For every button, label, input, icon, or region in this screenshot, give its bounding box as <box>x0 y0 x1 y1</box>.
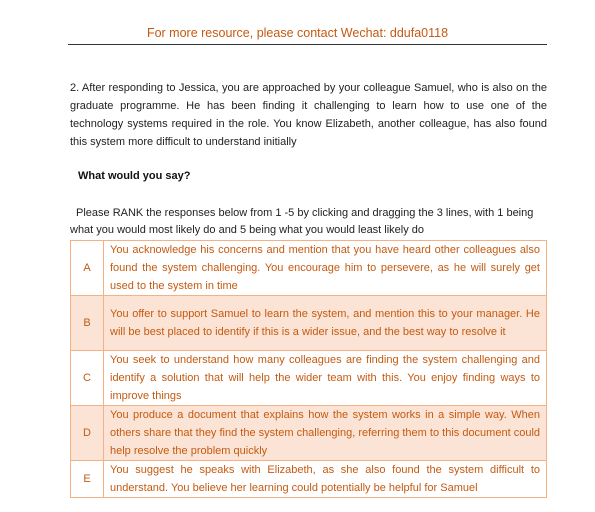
option-letter: E <box>71 461 104 498</box>
option-text: You offer to support Samuel to learn the system, and mention this to your manager. He will be best placed to identify if this is a wider issue, and the best way to resolve it <box>104 296 547 351</box>
header-divider <box>68 44 547 45</box>
option-letter: A <box>71 241 104 296</box>
response-options-table <box>70 240 547 498</box>
option-letter: B <box>71 296 104 351</box>
option-text: You suggest he speaks with Elizabeth, as she also found the system difficult to understand. You believe her learning could potentially be helpful for Samuel <box>104 461 547 498</box>
option-text: You acknowledge his concerns and mention that you have heard other colleagues also found the system challenging. You encourage him to persevere, as he will surely get used to the system in time <box>104 241 547 296</box>
option-row-a[interactable] <box>71 241 547 296</box>
page-header: For more resource, please contact Wechat: ddufa0118 <box>146 26 449 40</box>
option-letter: D <box>71 406 104 461</box>
option-row-d[interactable] <box>71 406 547 461</box>
question-paragraph: 2. After responding to Jessica, you are approached by your colleague Samuel, who is also on the graduate programme. He has been finding it challenging to learn how to use one of the technology systems required in the role. You know Elizabeth, another colleague, has also found this system more difficult to understand initially <box>70 82 547 148</box>
option-text: You produce a document that explains how the system works in a simple way. When others share that they find the system challenging, referring them to this document could help resolve the problem quickly <box>104 406 547 461</box>
option-row-c[interactable] <box>71 351 547 406</box>
ranking-instruction: Please RANK the responses below from 1 -5 by clicking and dragging the 3 lines, with 1 being what you would most likely do and 5 being what you would least likely do <box>70 207 534 236</box>
option-row-b[interactable] <box>71 296 547 351</box>
question-subheading: What would you say? <box>78 170 191 182</box>
option-text: You seek to understand how many colleagues are finding the system challenging and identify a solution that will help the wider team with this. You enjoy finding ways to improve things <box>104 351 547 406</box>
option-letter: C <box>71 351 104 406</box>
option-row-e[interactable] <box>71 461 547 498</box>
